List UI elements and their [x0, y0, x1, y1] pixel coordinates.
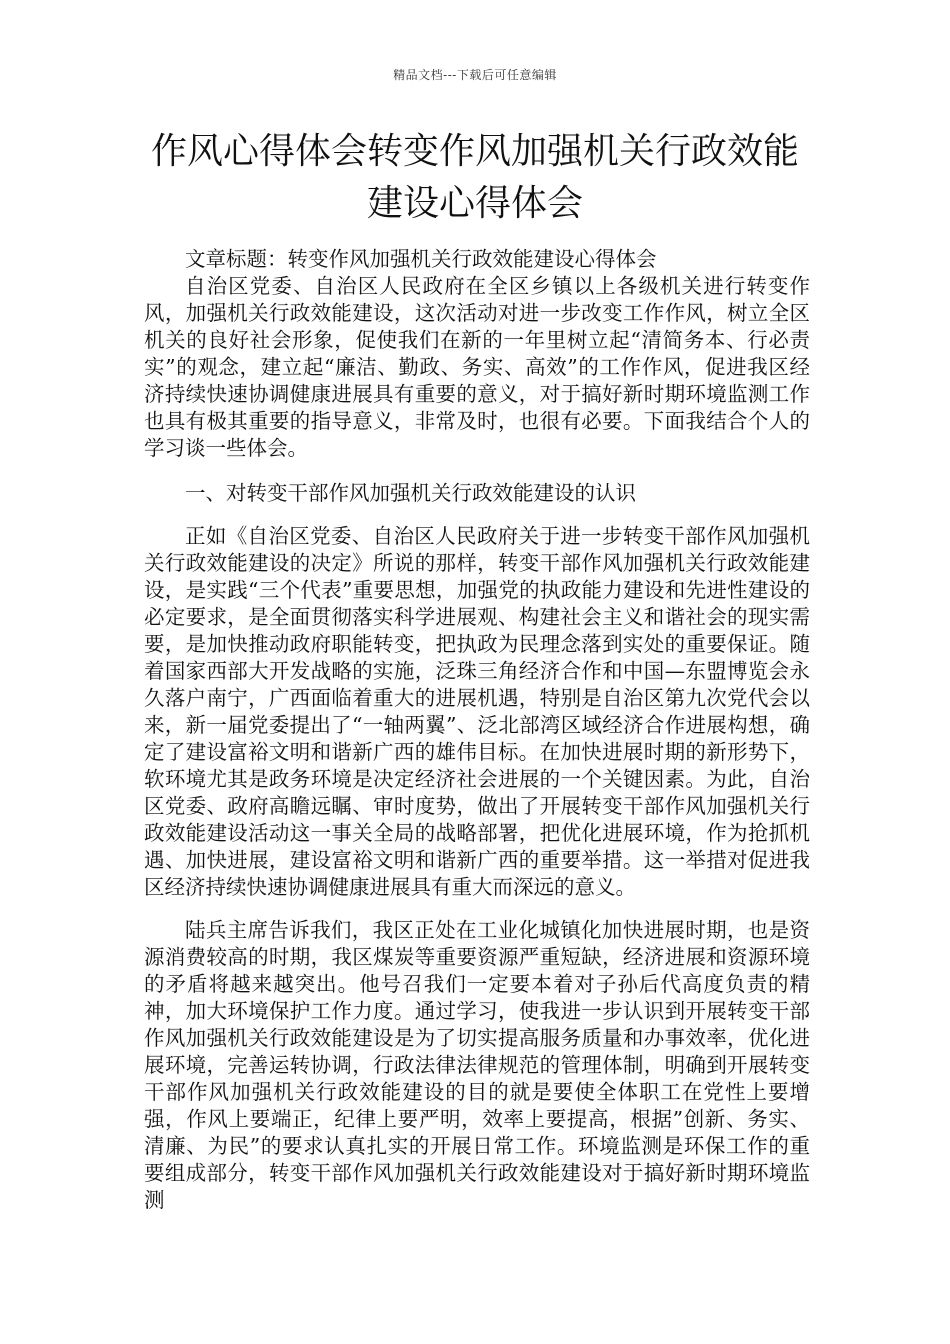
section-heading-1: 一、对转变干部作风加强机关行政效能建设的认识: [185, 481, 636, 505]
paragraph-3: 陆兵主席告诉我们，我区正处在工业化城镇化加快进展时期，也是资源消费较高的时期，我区煤炭等重要资源严重短缺，经济进展和资源环境的矛盾将越来越突出。他号召我们一定要本着对子孙后代高度负责的精神，加大环境保护工作力度。通过学习，使我进一步认识到开展转变干部作风加强机关行政效能建设是为了切实提高服务质量和办事效率，优化进展环境，完善运转协调，行政法律法律规范的管理体制，明确到开展转变干部作风加强机关行政效能建设的目的就是要使全体职工在党性上要增强，作风上要端正，纪律上要严明，效率上要提高，根据”创新、务实、清廉、为民”的要求认真扎实的开展日常工作。环境监测是环保工作的重要组成部分，转变干部作风加强机关行政效能建设对于搞好新时期环境监测: [144, 918, 810, 1212]
header-note: 精品文档---下载后可任意编辑: [393, 68, 557, 82]
paragraph-2: 正如《自治区党委、自治区人民政府关于进一步转变干部作风加强机关行政效能建设的决定》所说的那样，转变干部作风加强机关行政效能建设，是实践“三个代表”重要思想，加强党的执政能力建设和先进性建设的必定要求，是全面贯彻落实科学进展观、构建社会主义和谐社会的现实需要，是加快推动政府职能转变，把执政为民理念落到实处的重要保证。随着国家西部大开发战略的实施，泛珠三角经济合作和中国—东盟博览会永久落户南宁，广西面临着重大的进展机遇，特别是自治区第九次党代会以来，新一届党委提出了“一轴两翼”、泛北部湾区域经济合作进展构想，确定了建设富裕文明和谐新广西的雄伟目标。在加快进展时期的新形势下，软环境尤其是政务环境是决定经济社会进展的一个关键因素。为此，自治区党委、政府高瞻远瞩、审时度势，做出了开展转变干部作风加强机关行政效能建设活动这一事关全局的战略部署，把优化进展环境，作为抢抓机遇、加快进展，建设富裕文明和谐新广西的重要举措。这一举措对促进我区经济持续快速协调健康进展具有重大而深远的意义。: [144, 524, 810, 899]
document-title: 作风心得体会转变作风加强机关行政效能建设心得体会: [150, 131, 799, 224]
paragraph-intro: 自治区党委、自治区人民政府在全区乡镇以上各级机关进行转变作风，加强机关行政效能建设，这次活动对进一步改变工作作风，树立全区机关的良好社会形象，促使我们在新的一年里树立起“清简务本、行必责实”的观念，建立起“廉洁、勤政、务实、高效”的工作作风，促进我区经济持续快速协调健康进展具有重要的意义，对于搞好新时期环境监测工作也具有极其重要的指导意义，非常及时，也很有必要。下面我结合个人的学习谈一些体会。: [144, 274, 810, 460]
document-body: [144, 246, 810, 1214]
article-label: 文章标题：转变作风加强机关行政效能建设心得体会: [185, 247, 657, 271]
